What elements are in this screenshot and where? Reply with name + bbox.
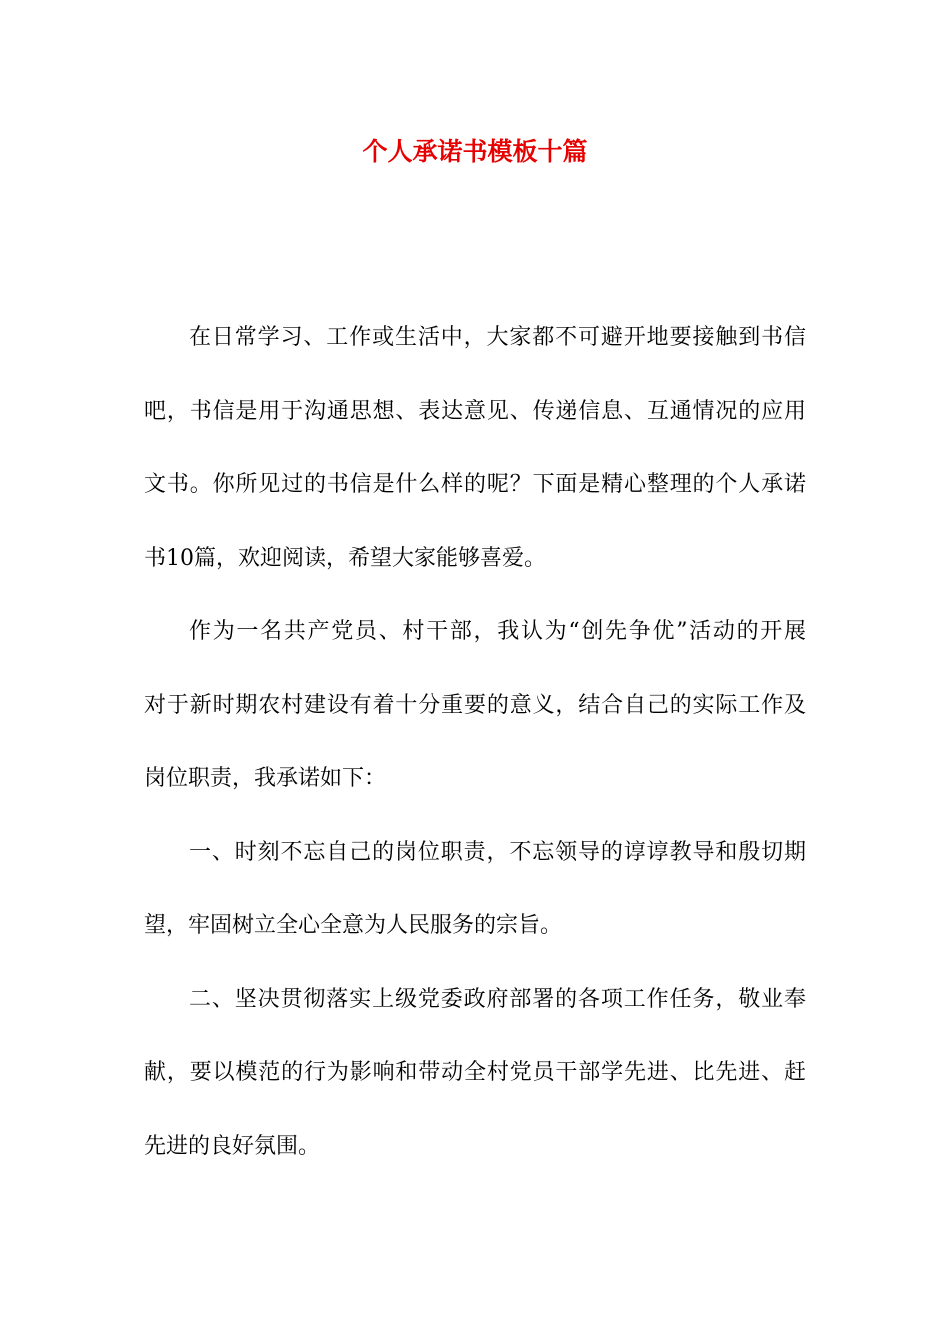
document-title: 个人承诺书模板十篇: [362, 137, 588, 166]
document-body: [144, 314, 806, 1196]
paragraph-line: 对于新时期农村建设有着十分重要的意义，结合自己的实际工作及: [144, 692, 806, 718]
paragraph-line: 文书。你所见过的书信是什么样的呢？下面是精心整理的个人承诺: [144, 472, 806, 497]
paragraph-line: 吧，书信是用于沟通思想、表达意见、传递信息、互通情况的应用: [144, 398, 806, 424]
paragraph-line: 作为一名共产党员、村干部，我认为“创先争优”活动的开展: [189, 619, 806, 644]
paragraph-line: 望，牢固树立全心全意为人民服务的宗旨。: [144, 913, 563, 938]
paragraph-line: 一、时刻不忘自己的岗位职责，不忘领导的谆谆教导和殷切期: [189, 839, 806, 865]
paragraph-line: 献，要以模范的行为影响和带动全村党员干部学先进、比先进、赶: [144, 1060, 806, 1085]
paragraph-line: 在日常学习、工作或生活中，大家都不可避开地要接触到书信: [189, 325, 806, 350]
paragraph-line: 二、坚决贯彻落实上级党委政府部署的各项工作任务，敬业奉: [189, 986, 806, 1012]
paragraph-line: 岗位职责，我承诺如下：: [144, 766, 387, 791]
paragraph-line: 书10篇，欢迎阅读，希望大家能够喜爱。: [144, 545, 546, 571]
paragraph-line: 先进的良好氛围。: [144, 1133, 321, 1159]
